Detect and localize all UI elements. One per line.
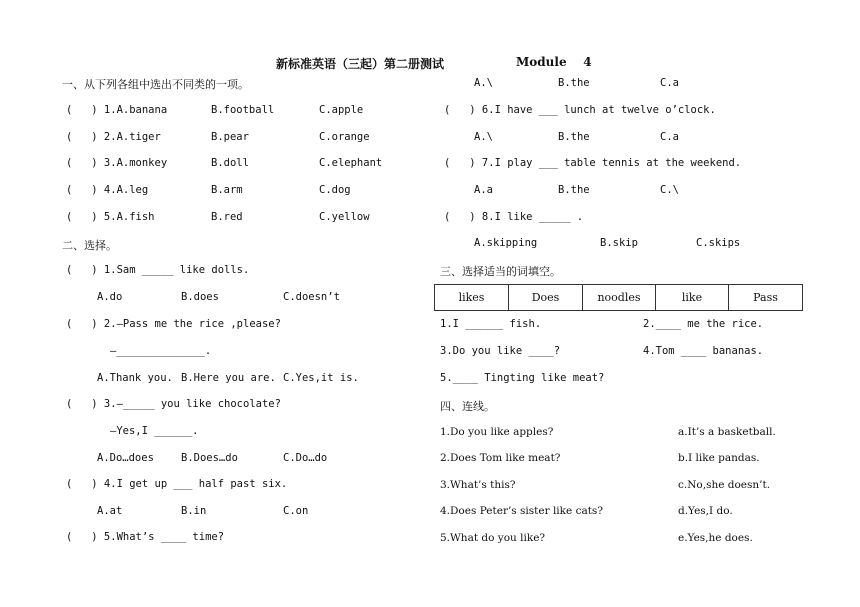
p1-q3-c: C.elephant xyxy=(319,157,383,169)
word-bank-item: likes xyxy=(435,285,509,311)
section-1-heading: 一、从下列各组中选出不同类的一项。 xyxy=(62,78,249,91)
p2-q8-a: A.skipping xyxy=(474,237,538,249)
p2-q2: ( ) 2.—Pass me the rice ,please? xyxy=(66,318,281,330)
p2-q4-c: C.on xyxy=(283,505,309,517)
p1-q1: ( ) 1.A.banana xyxy=(66,104,168,116)
p2-q2-c: C.Yes,it is. xyxy=(283,372,359,384)
p2-q6-b: B.the xyxy=(558,131,590,143)
word-bank-item: Does xyxy=(509,285,583,311)
word-bank-item: like xyxy=(656,285,729,311)
p2-q5-a: A.\ xyxy=(474,77,493,89)
p2-q1-c: C.doesn’t xyxy=(283,291,340,303)
p1-q4-b: B.arm xyxy=(211,184,243,196)
p2-q5-c: C.a xyxy=(660,77,679,89)
page-title: 新标准英语（三起）第二册测试 xyxy=(276,57,445,71)
p3-s1: 1.I ______ fish. xyxy=(440,318,542,330)
p2-q3-b: B.Does…do xyxy=(181,452,238,464)
p1-q2: ( ) 2.A.tiger xyxy=(66,131,161,143)
p2-q7-a: A.a xyxy=(474,184,493,196)
p1-q2-c: C.orange xyxy=(319,131,370,143)
p2-q6-c: C.a xyxy=(660,131,679,143)
p2-q1: ( ) 1.Sam _____ like dolls. xyxy=(66,264,250,276)
p2-q8: ( ) 8.I like _____ . xyxy=(444,211,584,223)
match-left-1: 1.Do you like apples? xyxy=(440,426,554,438)
word-bank xyxy=(434,284,803,311)
p2-q6: ( ) 6.I have ___ lunch at twelve o’clock. xyxy=(444,104,716,116)
module-label: Module 4 xyxy=(516,55,592,69)
match-right-a: a.It’s a basketball. xyxy=(678,426,776,438)
p2-q5-b: B.the xyxy=(558,77,590,89)
match-left-5: 5.What do you like? xyxy=(440,532,546,544)
p1-q5-b: B.red xyxy=(211,211,243,223)
p3-s4: 4.Tom ____ bananas. xyxy=(643,345,764,357)
match-left-3: 3.What’s this? xyxy=(440,479,516,491)
p1-q5-c: C.yellow xyxy=(319,211,370,223)
p1-q1-c: C.apple xyxy=(319,104,364,116)
p2-q8-c: C.skips xyxy=(696,237,741,249)
match-right-b: b.I like pandas. xyxy=(678,452,760,464)
p2-q2-a: A.Thank you. xyxy=(97,372,173,384)
p2-q7: ( ) 7.I play ___ table tennis at the weekend. xyxy=(444,157,742,169)
p2-q2-reply: —______________. xyxy=(110,345,212,357)
word-bank-item: noodles xyxy=(583,285,656,311)
p1-q1-b: B.football xyxy=(211,104,275,116)
match-right-d: d.Yes,I do. xyxy=(678,505,733,517)
p2-q7-b: B.the xyxy=(558,184,590,196)
p2-q4-a: A.at xyxy=(97,505,123,517)
match-right-e: e.Yes,he does. xyxy=(678,532,753,544)
p1-q3-b: B.doll xyxy=(211,157,249,169)
p2-q7-c: C.\ xyxy=(660,184,679,196)
section-3-heading: 三、选择适当的词填空。 xyxy=(440,265,561,278)
p3-s3: 3.Do you like ____? xyxy=(440,345,561,357)
p2-q5: ( ) 5.What’s ____ time? xyxy=(66,531,225,543)
p1-q3: ( ) 3.A.monkey xyxy=(66,157,168,169)
p2-q6-a: A.\ xyxy=(474,131,493,143)
p1-q5: ( ) 5.A.fish xyxy=(66,211,155,223)
p3-s2: 2.____ me the rice. xyxy=(643,318,764,330)
section-2-heading: 二、选择。 xyxy=(62,239,117,252)
match-right-c: c.No,she doesn’t. xyxy=(678,479,771,491)
p3-s5: 5.____ Tingting like meat? xyxy=(440,372,605,384)
section-4-heading: 四、连线。 xyxy=(440,400,495,413)
p2-q8-b: B.skip xyxy=(600,237,638,249)
p2-q3-a: A.Do…does xyxy=(97,452,154,464)
p2-q3-reply: —Yes,I ______. xyxy=(110,425,199,437)
p2-q1-b: B.does xyxy=(181,291,219,303)
p2-q4: ( ) 4.I get up ___ half past six. xyxy=(66,478,288,490)
p2-q1-a: A.do xyxy=(97,291,123,303)
match-left-4: 4.Does Peter’s sister like cats? xyxy=(440,505,603,517)
match-left-2: 2.Does Tom like meat? xyxy=(440,452,561,464)
word-bank-item: Pass xyxy=(729,285,803,311)
p2-q3-c: C.Do…do xyxy=(283,452,328,464)
p1-q4-c: C.dog xyxy=(319,184,351,196)
p2-q3: ( ) 3.—_____ you like chocolate? xyxy=(66,398,281,410)
p2-q2-b: B.Here you are. xyxy=(181,372,276,384)
p2-q4-b: B.in xyxy=(181,505,207,517)
p1-q4: ( ) 4.A.leg xyxy=(66,184,149,196)
p1-q2-b: B.pear xyxy=(211,131,249,143)
